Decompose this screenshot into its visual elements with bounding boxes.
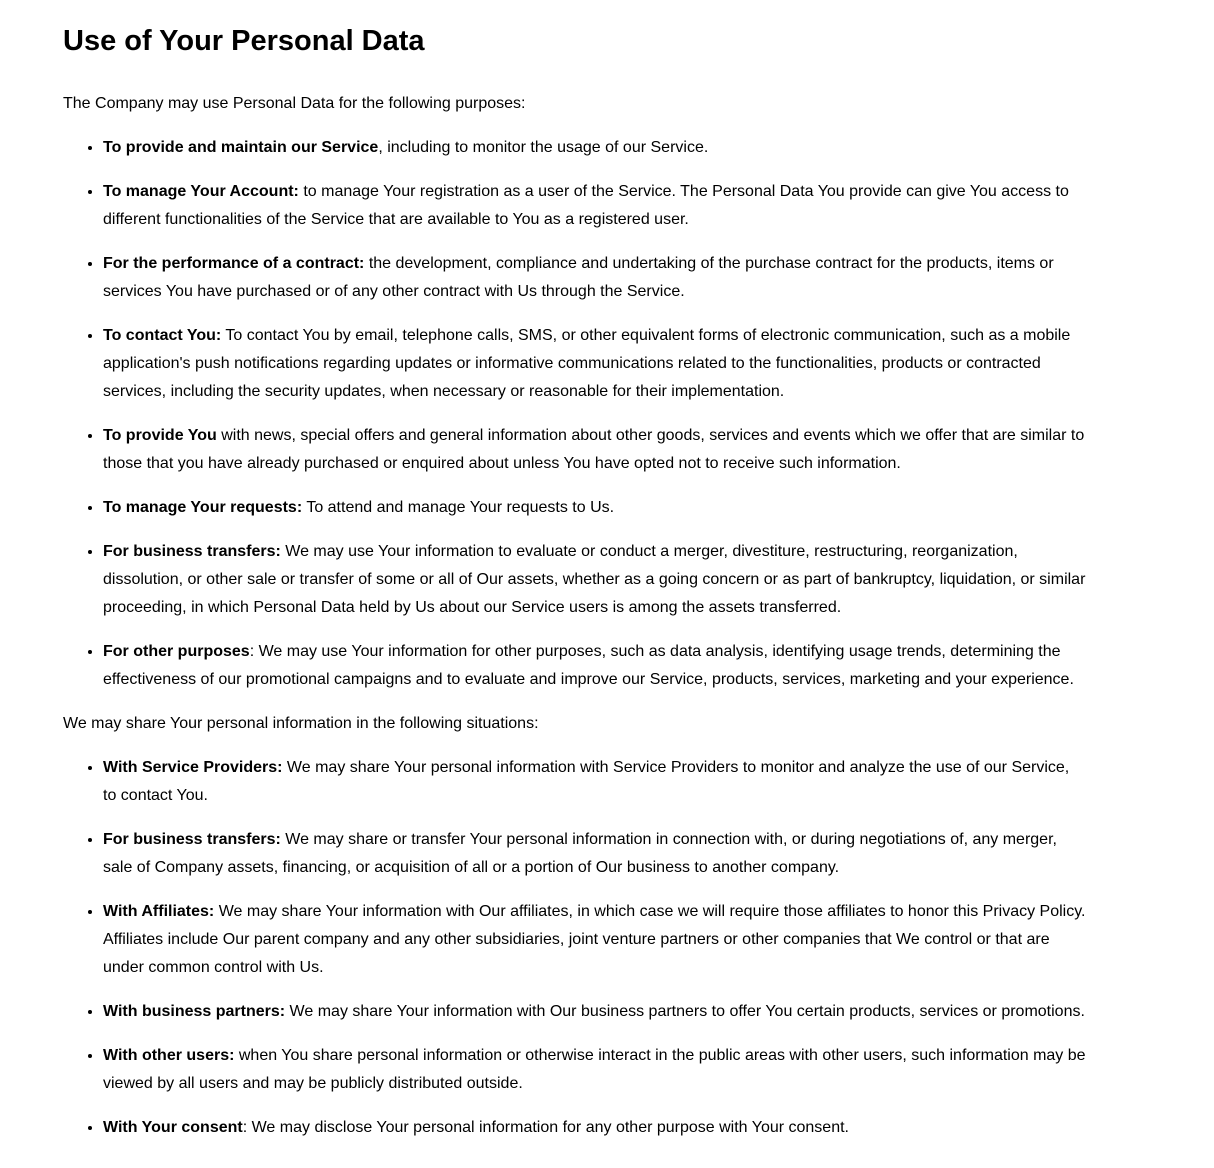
list-item-text: : We may use Your information for other purposes, such as data analysis, identifying usage trends, determining the effectiveness of our promotional campaigns and to evaluate and improve our Service, products, services, marketing and your experience. xyxy=(103,643,1074,688)
list-item-lead: With other users: xyxy=(103,1047,235,1064)
list-item-lead: For business transfers: xyxy=(103,831,281,848)
list-item-text: , including to monitor the usage of our Service. xyxy=(378,139,709,156)
list-item-lead: To manage Your requests: xyxy=(103,499,303,516)
list-item-lead: With business partners: xyxy=(103,1003,286,1020)
list-item-text: We may use Your information to evaluate or conduct a merger, divestiture, restructuring, reorganization, dissolution, or other sale or transfer of some or all of Our assets, whether as a going concern or as part of bankruptcy, liquidation, or similar proceeding, in which Personal Data held by Us about our Service users is among the assets transferred. xyxy=(103,543,1086,616)
list-item-text: the development, compliance and undertaking of the purchase contract for the products, items or services You have purchased or of any other contract with Us through the Service. xyxy=(103,255,1054,300)
list-item xyxy=(103,134,1086,162)
intro-paragraph: The Company may use Personal Data for the following purposes: xyxy=(63,95,526,112)
list-item-text: : We may disclose Your personal information for any other purpose with Your consent. xyxy=(242,1119,849,1136)
list-item-lead: For business transfers: xyxy=(103,543,281,560)
list-item xyxy=(103,422,1086,478)
list-item xyxy=(103,898,1086,982)
list-item-text: to manage Your registration as a user of the Service. The Personal Data You provide can give You access to different functionalities of the Service that are available to You as a registered user. xyxy=(103,183,1069,228)
list-item-text: To contact You by email, telephone calls, SMS, or other equivalent forms of electronic communication, such as a mobile application's push notifications regarding updates or informative communications related to the functionalities, products or contracted services, including the security updates, when necessary or reasonable for their implementation. xyxy=(103,327,1071,400)
list-item-text: We may share Your information with Our affiliates, in which case we will require those affiliates to honor this Privacy Policy. Affiliates include Our parent company and any other subsidiaries, joint venture partners or other companies that We control or that are under common control with Us. xyxy=(103,903,1086,976)
list-item xyxy=(103,178,1086,234)
list-item-text: We may share Your information with Our business partners to offer You certain products, services or promotions. xyxy=(285,1003,1085,1020)
list-item-text: We may share Your personal information with Service Providers to monitor and analyze the use of our Service, to contact You. xyxy=(103,759,1070,804)
purposes-list xyxy=(63,134,1086,694)
list-item-lead: For the performance of a contract: xyxy=(103,255,365,272)
document-content xyxy=(63,25,1086,1142)
list-item-text: when You share personal information or otherwise interact in the public areas with other users, such information may be viewed by all users and may be publicly distributed outside. xyxy=(103,1047,1086,1092)
list-item xyxy=(103,826,1086,882)
sharing-list xyxy=(63,754,1086,1142)
list-item-text: with news, special offers and general information about other goods, services and events which we offer that are similar to those that you have already purchased or enquired about unless You have opted not to receive such information. xyxy=(103,427,1085,472)
list-item-lead: With Affiliates: xyxy=(103,903,215,920)
list-item-lead: For other purposes xyxy=(103,643,250,660)
list-item-lead: To provide You xyxy=(103,427,217,444)
list-item-lead: With Your consent xyxy=(103,1119,243,1136)
list-item xyxy=(103,538,1086,622)
list-item xyxy=(103,250,1086,306)
page-title: Use of Your Personal Data xyxy=(63,25,425,57)
list-item xyxy=(103,1042,1086,1098)
list-item-text: We may share or transfer Your personal information in connection with, or during negotiations of, any merger, sale of Company assets, financing, or acquisition of all or a portion of Our business to another company. xyxy=(103,831,1057,876)
list-item xyxy=(103,1114,1086,1142)
list-item xyxy=(103,998,1086,1026)
list-item-lead: To manage Your Account: xyxy=(103,183,299,200)
list-item xyxy=(103,638,1086,694)
list-item-text: To attend and manage Your requests to Us. xyxy=(302,499,615,516)
share-intro-paragraph: We may share Your personal information in the following situations: xyxy=(63,715,539,732)
list-item-lead: With Service Providers: xyxy=(103,759,283,776)
list-item xyxy=(103,754,1086,810)
list-item xyxy=(103,322,1086,406)
list-item-lead: To provide and maintain our Service xyxy=(103,139,379,156)
list-item xyxy=(103,494,1086,522)
list-item-lead: To contact You: xyxy=(103,327,222,344)
